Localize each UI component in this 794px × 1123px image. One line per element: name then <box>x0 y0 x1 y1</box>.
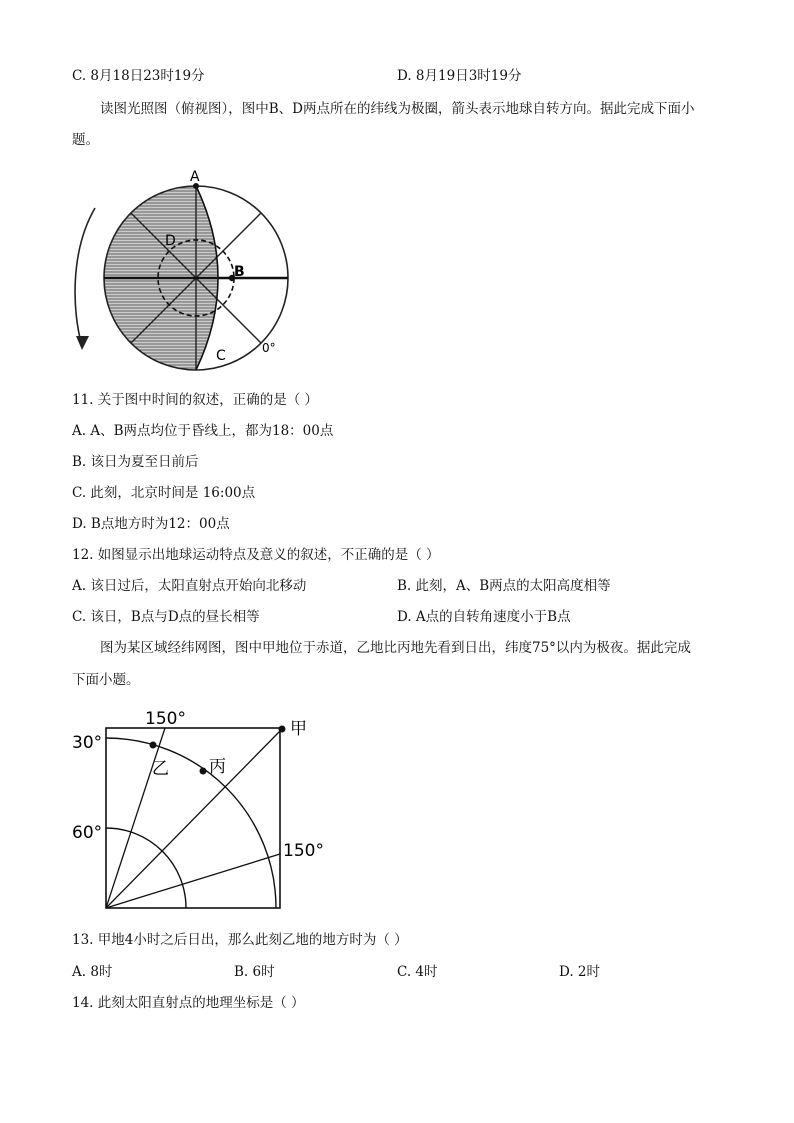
point-jia <box>279 726 286 733</box>
q13-option-c: C. 4时 <box>397 964 438 980</box>
intro2-line1: 图为某区域经纬网图，图中甲地位于赤道，乙地比丙地先看到日出，纬度75°以内为极夜。据此完成 <box>100 640 691 656</box>
point-yi <box>150 742 157 749</box>
q13-option-b: B. 6时 <box>234 964 275 980</box>
point-bing <box>200 768 207 775</box>
q13-option-d: D. 2时 <box>559 964 601 980</box>
q12-option-d: D. A点的自转角速度小于B点 <box>397 609 571 625</box>
meridian-lines-2 <box>106 728 282 908</box>
label-d: D <box>165 233 176 249</box>
label-lat-30: 30° <box>72 733 103 753</box>
q10-option-d: D. 8月19日3时19分 <box>397 68 522 84</box>
q12-stem: 12. 如图显示出地球运动特点及意义的叙述，不正确的是（ ） <box>72 547 440 563</box>
intro1-line2: 题。 <box>72 132 99 148</box>
label-lon-150-top: 150° <box>145 709 186 729</box>
intro1-line1: 读图光照图（俯视图），图中B、D两点所在的纬线为极圈，箭头表示地球自转方向。据此完成下面小 <box>100 101 695 117</box>
label-yi: 乙 <box>152 759 169 779</box>
label-c: C <box>216 348 226 364</box>
graticule-diagram <box>66 704 330 916</box>
arrow-head-icon <box>76 336 89 350</box>
illumination-diagram <box>62 166 302 378</box>
q12-option-c: C. 该日，B点与D点的昼长相等 <box>72 609 260 625</box>
q12-option-a: A. 该日过后，太阳直射点开始向北移动 <box>72 578 307 594</box>
label-a: A <box>190 169 200 185</box>
q13-option-a: A. 8时 <box>72 964 113 980</box>
label-0-degree: 0° <box>262 341 276 355</box>
intro2-line2: 下面小题。 <box>72 672 140 688</box>
q11-option-a: A. A、B两点均位于昏线上，都为18：00点 <box>72 423 334 439</box>
label-lon-150-right: 150° <box>283 841 324 861</box>
q11-stem: 11. 关于图中时间的叙述，正确的是（ ） <box>72 392 319 408</box>
rotation-arrow <box>75 208 95 346</box>
q10-option-c: C. 8月18日23时19分 <box>72 68 205 84</box>
label-bing: 丙 <box>209 757 226 777</box>
q11-option-c: C. 此刻，北京时间是 16:00点 <box>72 485 256 501</box>
q11-option-d: D. B点地方时为12：00点 <box>72 516 230 532</box>
q13-stem: 13. 甲地4小时之后日出，那么此刻乙地的地方时为（ ） <box>72 932 408 948</box>
label-lat-60: 60° <box>72 823 103 843</box>
q14-stem: 14. 此刻太阳直射点的地理坐标是（ ） <box>72 995 305 1011</box>
q12-option-b: B. 此刻，A、B两点的太阳高度相等 <box>397 578 611 594</box>
label-jia: 甲 <box>290 719 307 739</box>
label-b: B <box>234 264 245 280</box>
q11-option-b: B. 该日为夏至日前后 <box>72 454 199 470</box>
